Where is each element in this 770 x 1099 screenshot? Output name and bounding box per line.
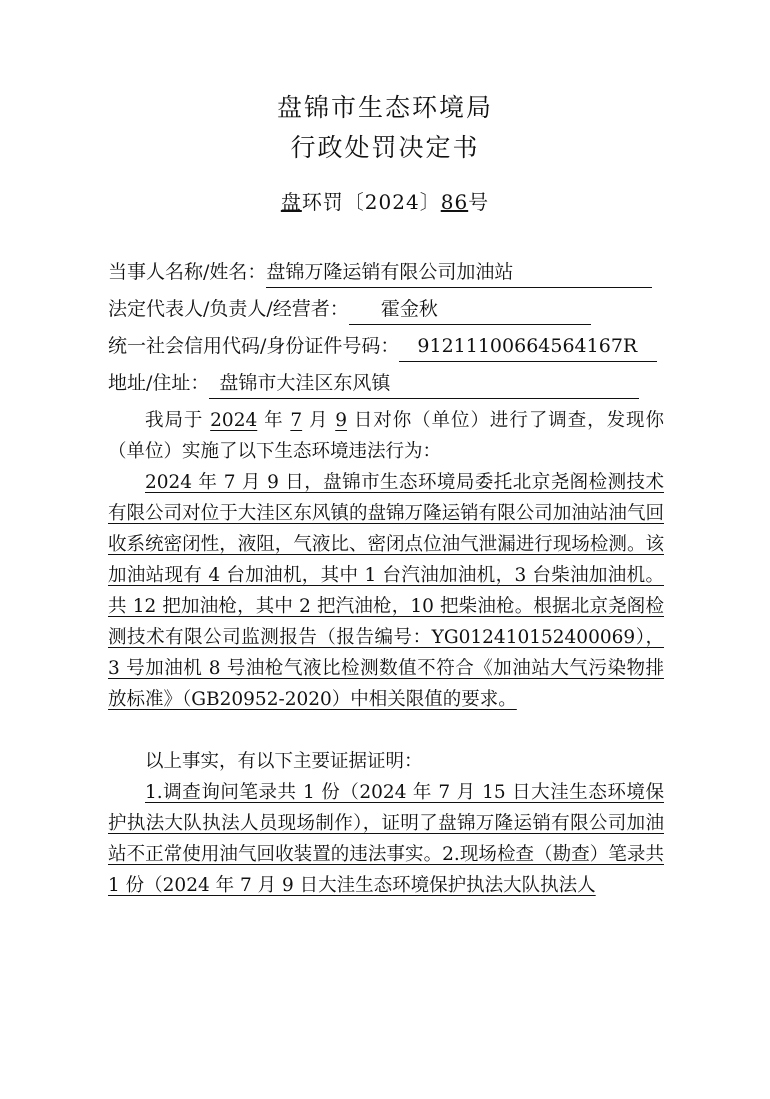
evidence-intro-paragraph: 以上事实，有以下主要证据证明： [145, 751, 423, 772]
doc-number-value: 86 [440, 190, 469, 214]
intro-day: 9 [335, 410, 347, 431]
representative-row [108, 294, 660, 331]
credit-code-value: 91211100664564167R [399, 331, 657, 362]
intro-text-2: 年 [257, 410, 291, 431]
party-name-value: 盘锦万隆运销有限公司加油站 [266, 257, 652, 288]
document-body [108, 405, 664, 901]
violation-text: 2024 年 7 月 9 日，盘锦市生态环境局委托北京尧阁检测技术有限公司对位于大洼区东风镇的盘锦万隆运销有限公司加油站油气回收系统密闭性，液阻，气液比、密闭点位油气泄漏进行现场检测。该加油站现有 4 台加油机，其中 1 台汽油加油机，3 台柴油加油机。共 12 把加油枪，其中 2 把汽油枪，10 把柴油枪。根据北京尧阁检测技术有限公司监测报告（报告编号：YG012410152400069），3 号加油机 8 号油枪气液比检测数值不符合《加油站大气污染物排放标准》（GB20952-2020）中相关限值的要求。 [108, 472, 664, 710]
representative-value: 霍金秋 [349, 294, 591, 325]
credit-code-label: 统一社会信用代码/身份证件号码： [108, 335, 400, 357]
violation-paragraph [108, 467, 664, 715]
issuer-title: 盘锦市生态环境局 [276, 93, 493, 122]
intro-month: 7 [290, 410, 303, 431]
intro-text-3: 月 [302, 410, 336, 431]
evidence-paragraph [108, 777, 664, 901]
address-label: 地址/住址： [108, 372, 210, 394]
doc-number-prefix: 盘 [280, 190, 302, 214]
document-number [0, 186, 770, 215]
evidence-text: 1.调查询问笔录共 1 份（2024 年 7 月 15 日大洼生态环境保护执法大队执法人员现场制作），证明了盘锦万隆运销有限公司加油站不正常使用油气回收装置的违法事实。2.现场检查（勘查）笔录共 1 份（2024 年 7 月 9 日大洼生态环境保护执法大队执法人 [108, 782, 664, 896]
intro-paragraph [108, 405, 664, 467]
intro-year: 2024 [210, 410, 258, 431]
representative-label: 法定代表人/负责人/经营者： [108, 298, 349, 320]
party-name-label: 当事人名称/姓名： [108, 261, 267, 283]
paragraph-spacer [108, 715, 664, 746]
party-name-row [108, 257, 660, 294]
doc-number-suffix: 号 [468, 190, 490, 214]
credit-code-row [108, 331, 660, 368]
doc-number-middle: 环罚〔2024〕 [301, 190, 441, 214]
document-type-title: 行政处罚决定书 [290, 133, 480, 162]
intro-text-1: 我局于 [145, 410, 211, 431]
address-row [108, 368, 660, 405]
party-info [108, 257, 660, 405]
intro-text-4: 日对你（单位）进行了调查，发现你（单位）实施了以下生态环境违法行为： [108, 410, 664, 462]
address-value: 盘锦市大洼区东风镇 [209, 368, 639, 399]
